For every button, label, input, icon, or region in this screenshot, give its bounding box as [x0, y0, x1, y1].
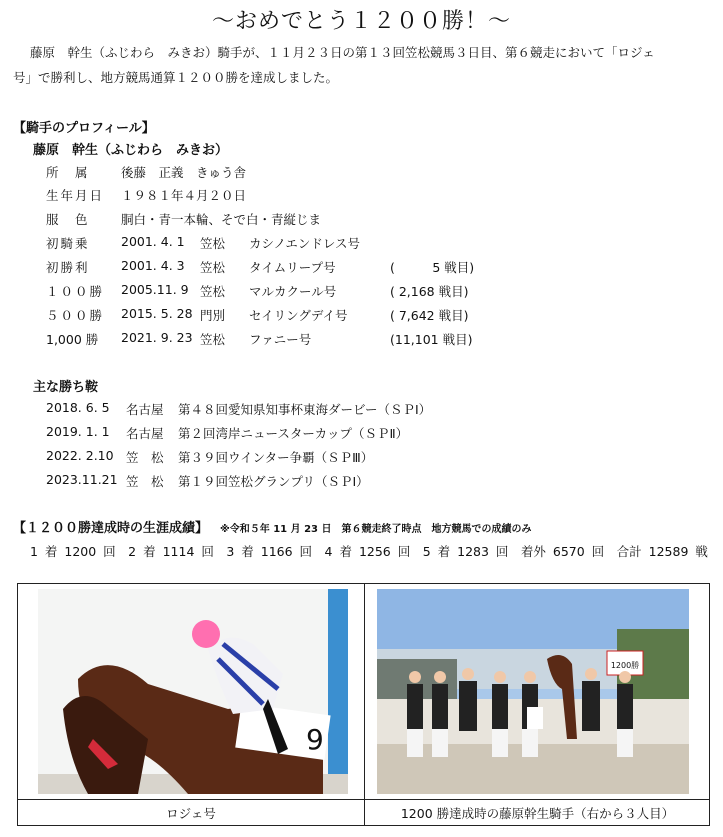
major-wins-heading: 主な勝ち鞍 — [33, 380, 99, 395]
win-date: 2019. 1. 1 — [46, 424, 110, 439]
win-date: 2023.11.21 — [46, 472, 118, 487]
milestone-track: 門別 — [200, 308, 226, 323]
career-record: 1 着 1200 回 2 着 1114 回 3 着 1166 回 4 着 1256 回 5 着 1283 回 着外 6570 回 合計 12589 戦 — [30, 544, 708, 559]
win-track: 名古屋 — [126, 402, 164, 417]
win-track: 笠 松 — [126, 450, 164, 465]
profile-label: 所 属 — [46, 165, 90, 180]
photo-table — [17, 583, 710, 826]
milestone-label: ５００勝 — [46, 308, 105, 323]
milestone-race: ( 2,168 戦目) — [390, 284, 469, 299]
milestone-horse: カシノエンドレス号 — [249, 236, 361, 251]
profile-label: 生年月日 — [46, 188, 105, 203]
win-race: 第１９回笠松グランプリ（ＳＰⅠ） — [178, 474, 369, 489]
milestone-label: 初勝利 — [46, 260, 90, 275]
win-race: 第３９回ウインター争覇（ＳＰⅢ） — [178, 450, 374, 465]
milestone-label: １００勝 — [46, 284, 105, 299]
milestone-horse: マルカクール号 — [249, 284, 337, 299]
milestone-horse: セイリングデイ号 — [249, 308, 348, 323]
saddle-number: 9 — [306, 723, 324, 756]
milestone-track: 笠松 — [200, 260, 226, 275]
victory-sign-text: 1200勝 — [610, 661, 640, 670]
profile-label: 服 色 — [46, 212, 90, 227]
horse-racing-photo — [38, 589, 348, 794]
win-date: 2018. 6. 5 — [46, 400, 110, 415]
win-race: 第４８回愛知県知事杯東海ダービー（ＳＰⅠ） — [178, 402, 432, 417]
milestone-race: (11,101 戦目) — [390, 332, 473, 347]
right-photo-caption: 1200 勝達成時の藤原幹生騎手（右から３人目） — [400, 806, 675, 821]
intro-line-2: 号」で勝利し、地方競馬通算１２００勝を達成しました。 — [13, 70, 339, 85]
win-race: 第２回湾岸ニュースターカップ（ＳＰⅡ） — [178, 426, 409, 441]
profile-value: 胴白・青一本輪、そで白・青縦じま — [121, 212, 322, 227]
career-heading: 【１２００勝達成時の生涯成績】 — [13, 521, 209, 536]
milestone-race: ( 5 戦目) — [390, 260, 475, 275]
profile-value: １９８１年４月２０日 — [121, 188, 247, 203]
milestone-track: 笠松 — [200, 236, 226, 251]
left-photo-caption: ロジェ号 — [166, 806, 216, 821]
table-divider — [364, 584, 365, 825]
milestone-date: 2005.11. 9 — [121, 282, 189, 297]
milestone-track: 笠松 — [200, 332, 226, 347]
win-date: 2022. 2.10 — [46, 448, 114, 463]
milestone-race: ( 7,642 戦目) — [390, 308, 469, 323]
intro-line-1: 藤原 幹生（ふじわら みきお）騎手が、１１月２３日の第１３回笠松競馬３日目、第６競走において「ロジェ — [30, 45, 655, 60]
milestone-label: 初騎乗 — [46, 236, 90, 251]
table-divider — [18, 799, 709, 800]
win-track: 名古屋 — [126, 426, 164, 441]
milestone-horse: タイムリープ号 — [249, 260, 336, 275]
milestone-label: 1,000 勝 — [46, 332, 99, 347]
group-photo — [377, 589, 689, 794]
page-title: ～おめでとう１２００勝！～ — [211, 9, 511, 34]
career-note: ※令和５年 11 月 23 日 第６競走終了時点 地方競馬での成績のみ — [220, 524, 532, 535]
profile-heading: 【騎手のプロフィール】 — [13, 121, 155, 136]
milestone-date: 2001. 4. 3 — [121, 258, 185, 273]
milestone-date: 2015. 5. 28 — [121, 306, 193, 321]
jockey-name: 藤原 幹生（ふじわら みきお） — [33, 143, 229, 158]
milestone-track: 笠松 — [200, 284, 226, 299]
milestone-horse: ファニー号 — [249, 332, 312, 347]
profile-value: 後藤 正義 きゅう舎 — [121, 165, 247, 180]
milestone-date: 2021. 9. 23 — [121, 330, 193, 345]
win-track: 笠 松 — [126, 474, 164, 489]
milestone-date: 2001. 4. 1 — [121, 234, 185, 249]
